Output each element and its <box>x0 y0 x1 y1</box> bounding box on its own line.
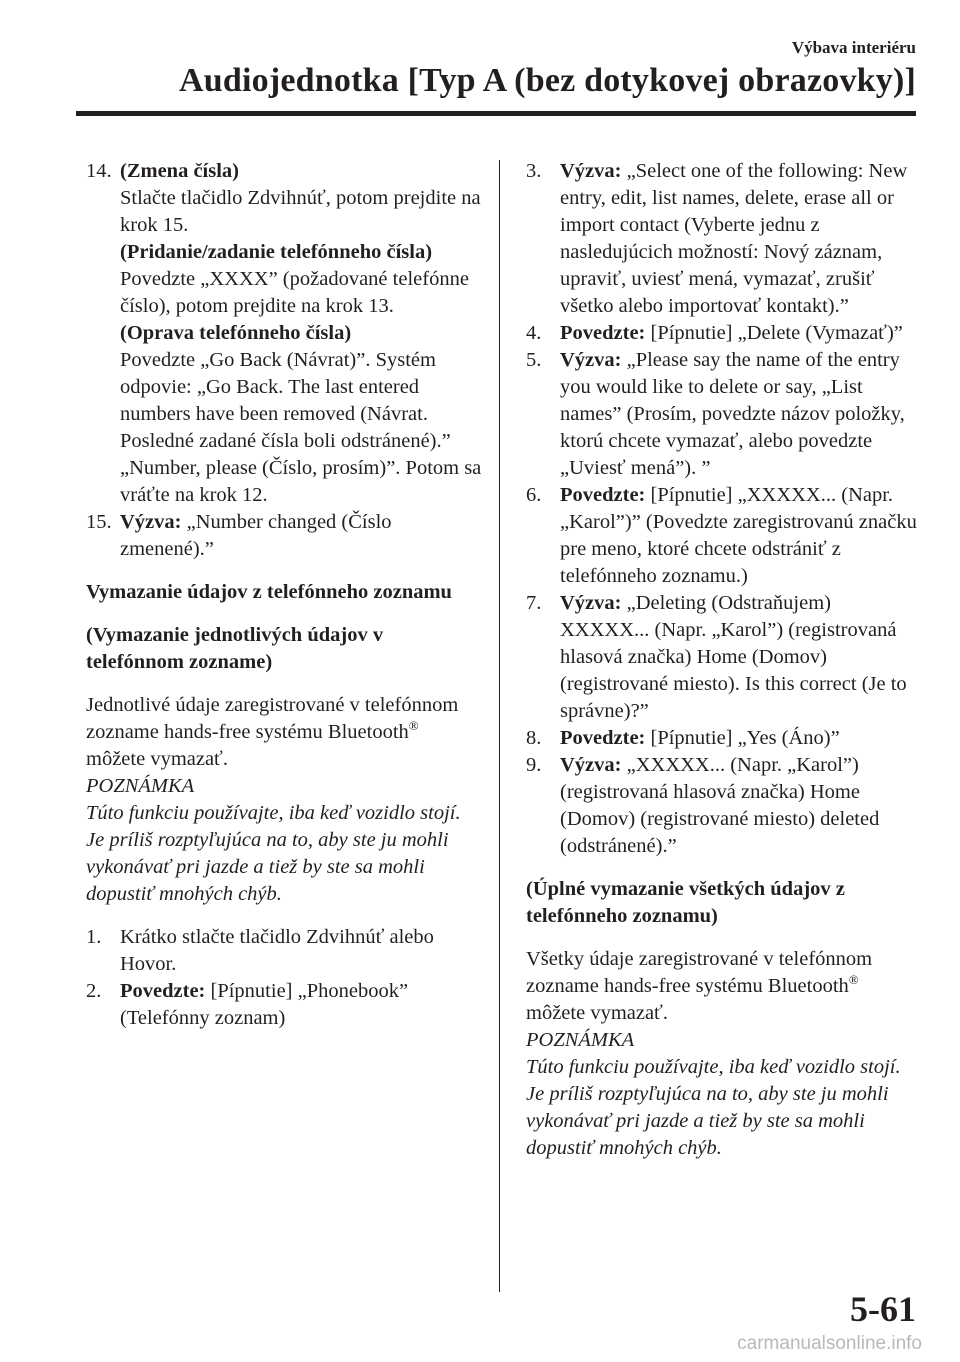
step-14-text-change: Stlačte tlačidlo Zdvihnúť, potom prejdite na krok 15. <box>120 187 481 236</box>
step-text: „Select one of the following: New entry, edit, list names, delete, erase all or import contact (Vyberte jednu z nasledujúcich možností: Nový záznam, upraviť, uviesť mená, vymazať, zrušiť všetko alebo importovať kontakt).” <box>560 160 908 317</box>
step-number: 9. <box>526 754 542 776</box>
step-number: 15. <box>86 511 112 533</box>
step-5 <box>526 347 922 482</box>
step-number: 14. <box>86 160 112 182</box>
step-label: Výzva: <box>560 160 622 182</box>
step-label: Povedzte: <box>560 484 646 506</box>
header-rule <box>76 111 916 116</box>
subsection-heading-all: (Úplné vymazanie všetkých údajov z telefónneho zoznamu) <box>526 878 845 927</box>
step-14-text-add: Povedzte „XXXX” (požadované telefónne číslo), potom prejdite na krok 13. <box>120 268 469 317</box>
step-14-text-correct: Povedzte „Go Back (Návrat)”. Systém odpovie: „Go Back. The last entered numbers have been removed (Návrat. Posledné zadané čísla boli odstránené).” „Number, please (Číslo, prosím)”. Potom sa vráťte na krok 12. <box>120 349 482 506</box>
subsection-heading-individual: (Vymazanie jednotlivých údajov v telefónnom zozname) <box>86 624 384 673</box>
step-text: [Pípnutie] „Delete (Vymazať)” <box>645 322 903 344</box>
step-label: Povedzte: <box>560 322 646 344</box>
step-text: [Pípnutie] „XXXXX... (Napr. „Karol”)” (Povedzte zaregistrovanú značku pre meno, ktoré chcete odstrániť z telefónneho zoznamu.) <box>560 484 917 587</box>
step-number: 8. <box>526 727 542 749</box>
page-title: Audiojednotka [Typ A (bez dotykovej obrazovky)] <box>179 62 916 99</box>
step-15 <box>86 509 482 563</box>
step-2 <box>86 978 482 1032</box>
step-label: Výzva: <box>560 592 622 614</box>
intro-paragraph: Jednotlivé údaje zaregistrované v telefónnom zozname hands-free systému Bluetooth® môžete vymazať. <box>86 694 459 770</box>
column-divider <box>499 160 500 1292</box>
step-14-heading-change: (Zmena čísla) <box>120 160 239 182</box>
step-label: Povedzte: <box>120 980 206 1002</box>
step-label: Výzva: <box>560 754 622 776</box>
step-text: „Please say the name of the entry you would like to delete or say, „List names” (Prosím, povedzte názov položky, ktorú chcete vymazať, alebo povedzte „Uviesť mená”). ” <box>560 349 905 479</box>
step-number: 2. <box>86 980 102 1002</box>
step-label: Výzva: <box>120 511 182 533</box>
step-text: „Deleting (Odstraňujem) XXXXX... (Napr. „Karol”) (registrovaná hlasová značka) Home (Domov) (registrované miesto). Is this correct (Je to správne)?” <box>560 592 907 722</box>
step-7 <box>526 590 922 725</box>
step-3 <box>526 158 922 320</box>
step-1 <box>86 924 482 978</box>
step-14-heading-add: (Pridanie/zadanie telefónneho čísla) <box>120 241 433 263</box>
right-column <box>526 158 922 1162</box>
step-number: 7. <box>526 592 542 614</box>
step-number: 4. <box>526 322 542 344</box>
step-4 <box>526 320 922 347</box>
step-text: [Pípnutie] „Phonebook” (Telefónny zoznam) <box>120 980 409 1029</box>
step-number: 6. <box>526 484 542 506</box>
step-text: [Pípnutie] „Yes (Áno)” <box>645 727 840 749</box>
page-number: 5-61 <box>850 1289 916 1329</box>
section-label: Výbava interiéru <box>791 38 916 57</box>
step-9 <box>526 752 922 860</box>
step-14-heading-correct: (Oprava telefónneho čísla) <box>120 322 352 344</box>
intro-paragraph: Všetky údaje zaregistrované v telefónnom zozname hands-free systému Bluetooth® môžete vymazať. <box>526 948 873 1024</box>
note-title: POZNÁMKA <box>86 775 195 797</box>
step-text: Krátko stlačte tlačidlo Zdvihnúť alebo Hovor. <box>120 926 434 975</box>
step-number: 3. <box>526 160 542 182</box>
step-6 <box>526 482 922 590</box>
step-8 <box>526 725 922 752</box>
step-number: 1. <box>86 926 102 948</box>
section-heading-delete: Vymazanie údajov z telefónneho zoznamu <box>86 581 452 603</box>
step-14 <box>86 158 482 509</box>
step-text: „XXXXX... (Napr. „Karol”) (registrovaná hlasová značka) Home (Domov) (registrované miesto) deleted (odstránené).” <box>560 754 880 857</box>
step-number: 5. <box>526 349 542 371</box>
left-column <box>86 158 482 1032</box>
note-text: Túto funkciu používajte, iba keď vozidlo stojí. Je príliš rozptyľujúca na to, aby ste ju mohli vykonávať pri jazde a tiež by ste sa mohli dopustiť mnohých chýb. <box>526 1056 901 1159</box>
watermark: carmanualsonline.info <box>737 1333 922 1354</box>
registered-mark: ® <box>408 718 419 734</box>
registered-mark: ® <box>848 972 859 988</box>
note-title: POZNÁMKA <box>526 1029 635 1051</box>
step-label: Výzva: <box>560 349 622 371</box>
note-text: Túto funkciu používajte, iba keď vozidlo stojí. Je príliš rozptyľujúca na to, aby ste ju mohli vykonávať pri jazde a tiež by ste sa mohli dopustiť mnohých chýb. <box>86 802 461 905</box>
step-label: Povedzte: <box>560 727 646 749</box>
step-text: „Number changed (Číslo zmenené).” <box>120 511 392 560</box>
